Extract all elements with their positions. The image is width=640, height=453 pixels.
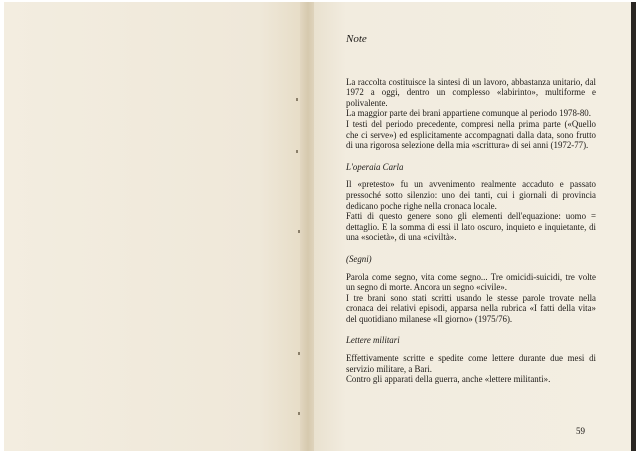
margin-mark bbox=[296, 98, 298, 101]
margin-mark bbox=[296, 150, 298, 153]
section-title: Lettere militari bbox=[346, 335, 400, 346]
intro-block bbox=[346, 77, 596, 151]
section-paragraph: Fatti di questo genere sono gli elementi dell'equazione: uomo = dettaglio. E la somma di essi il lato oscuro, inquieto e inquietante, di una «società», di una «civiltà». bbox=[346, 211, 596, 243]
margin-mark bbox=[298, 352, 300, 355]
section-title: L'operaia Carla bbox=[346, 161, 404, 172]
margin-mark bbox=[298, 412, 300, 415]
left-page bbox=[4, 2, 304, 451]
section-paragraph: Effettivamente scritte e spedite come lettere durante due mesi di servizio militare, a Bari. bbox=[346, 353, 596, 374]
page-edge bbox=[631, 2, 636, 451]
section-paragraph: I tre brani sono stati scritti usando le stesse parole trovate nella cronaca dei relativi episodi, apparsa nella rubrica «I fatti della vita» del quotidiano milanese «Il giorno» (1975/76). bbox=[346, 292, 596, 324]
intro-paragraph: La raccolta costituisce la sintesi di un lavoro, abbastanza unitario, dal 1972 a oggi, dentro un complesso «labirinto», multiforme e polivalente. bbox=[346, 76, 596, 108]
intro-paragraph: I testi del periodo precedente, compresi nella prima parte («Quello che ci serve») ed esplicitamente accompagnati dalla data, sono frutto di una rigorosa selezione della mia «scrittura» di sei anni (1972-77). bbox=[346, 118, 596, 151]
margin-mark bbox=[298, 230, 300, 233]
section-paragraph: Contro gli apparati della guerra, anche «lettere militanti». bbox=[346, 374, 551, 385]
section-title: (Segni) bbox=[346, 253, 372, 264]
page-header: Note bbox=[346, 33, 367, 45]
page-content bbox=[346, 34, 596, 385]
section-paragraph: Il «pretesto» fu un avvenimento realmente accaduto e passato pressoché sotto silenzio: uno dei tanti, cui i giornali di provincia dedicano poche righe nella cronaca locale. bbox=[346, 179, 596, 211]
page-number: 59 bbox=[576, 426, 585, 436]
section-paragraph: Parola come segno, vita come segno... Tre omicidi-suicidi, tre volte un segno di morte. Ancora un segno «civile». bbox=[346, 271, 596, 293]
intro-paragraph: La maggior parte dei brani appartiene comunque al periodo 1978-80. bbox=[346, 108, 591, 119]
